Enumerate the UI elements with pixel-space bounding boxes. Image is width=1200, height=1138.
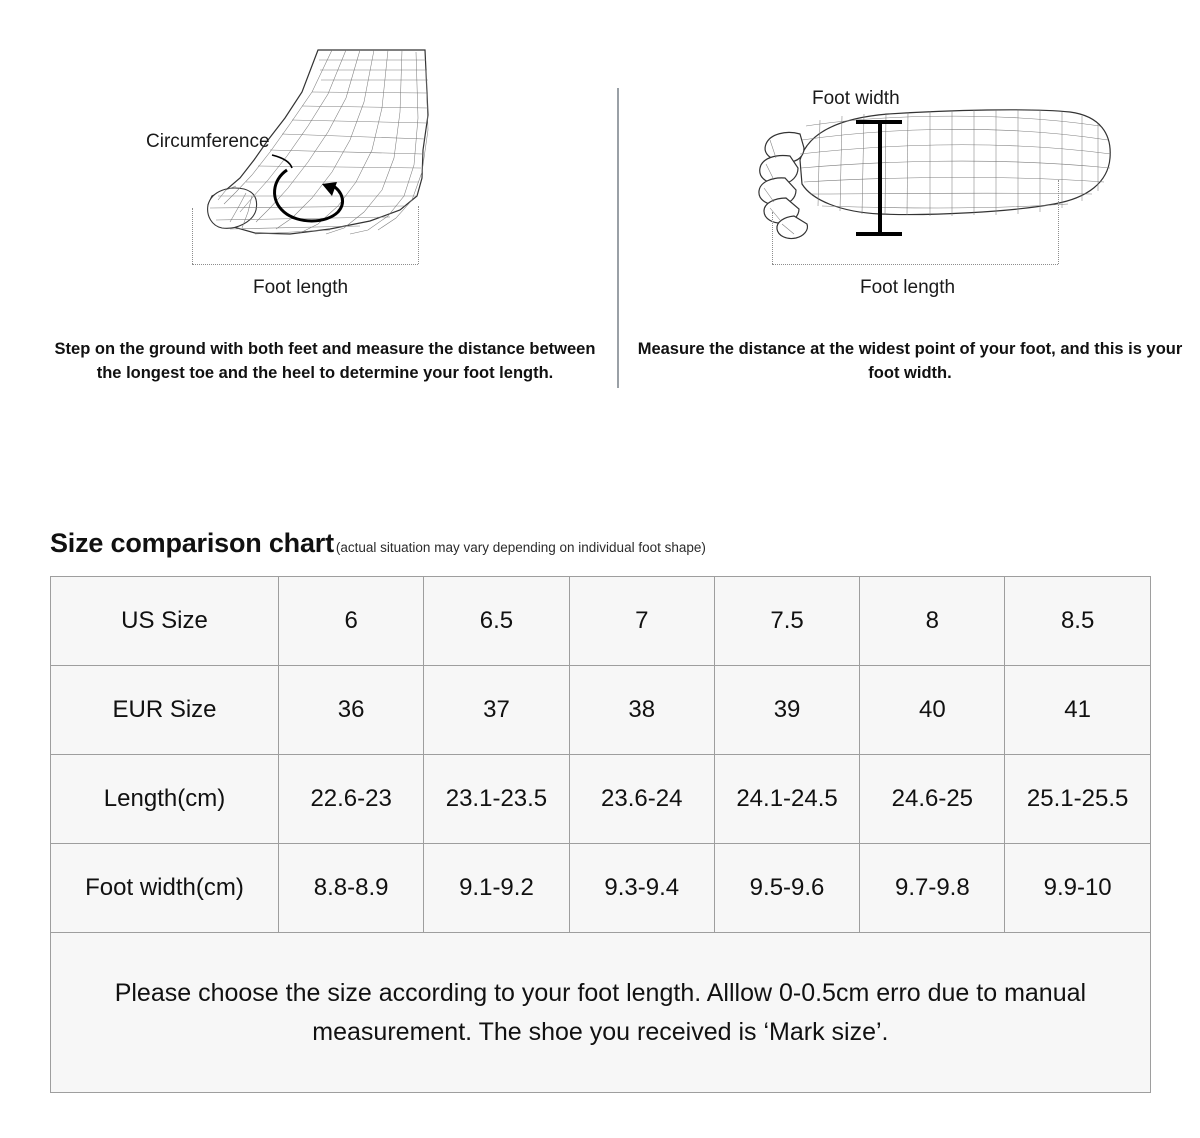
table-row xyxy=(51,844,1151,933)
label-foot-length-left: Foot length xyxy=(253,277,349,298)
cell-eur-size-1: 36 xyxy=(279,666,424,755)
table-row xyxy=(51,755,1151,844)
label-circumference: Circumference xyxy=(146,131,270,152)
table-row xyxy=(51,666,1151,755)
foot-width-cap-top xyxy=(856,120,902,124)
cell-length-6: 25.1-25.5 xyxy=(1005,755,1150,844)
foot-width-caption: Measure the distance at the widest point of your foot, and this is your foot width. xyxy=(637,340,1183,382)
foot-length-panel xyxy=(40,0,610,382)
label-foot-width: Foot width xyxy=(812,88,900,109)
cell-width-4: 9.5-9.6 xyxy=(714,844,859,933)
cell-length-3: 23.6-24 xyxy=(569,755,714,844)
size-chart-title: Size comparison chart xyxy=(50,528,334,558)
cell-us-size-6: 8.5 xyxy=(1005,577,1150,666)
table-row xyxy=(51,933,1151,1093)
table-row xyxy=(51,577,1151,666)
row-header-length-cm: Length(cm) xyxy=(51,755,279,844)
cell-eur-size-6: 41 xyxy=(1005,666,1150,755)
row-header-foot-width-cm: Foot width(cm) xyxy=(51,844,279,933)
foot-width-panel xyxy=(630,0,1190,382)
panel-divider xyxy=(617,88,619,388)
foot-width-measure-bar xyxy=(878,120,882,236)
cell-us-size-3: 7 xyxy=(569,577,714,666)
label-foot-length-right: Foot length xyxy=(860,277,956,298)
row-header-eur-size: EUR Size xyxy=(51,666,279,755)
cell-width-6: 9.9-10 xyxy=(1005,844,1150,933)
top-foot-illustration xyxy=(630,0,1190,320)
cell-width-5: 9.7-9.8 xyxy=(860,844,1005,933)
foot-length-guide-right-2 xyxy=(1058,180,1059,264)
foot-length-guide-right xyxy=(418,206,419,264)
foot-length-guide-bottom-2 xyxy=(772,264,1058,265)
cell-eur-size-5: 40 xyxy=(860,666,1005,755)
row-header-us-size: US Size xyxy=(51,577,279,666)
cell-us-size-1: 6 xyxy=(279,577,424,666)
cell-length-5: 24.6-25 xyxy=(860,755,1005,844)
cell-width-3: 9.3-9.4 xyxy=(569,844,714,933)
cell-eur-size-4: 39 xyxy=(714,666,859,755)
foot-length-caption: Step on the ground with both feet and measure the distance between the longest toe and the heel to determine your foot length. xyxy=(54,340,596,382)
cell-length-1: 22.6-23 xyxy=(279,755,424,844)
cell-eur-size-3: 38 xyxy=(569,666,714,755)
measurement-illustrations xyxy=(0,0,1200,470)
size-comparison-table xyxy=(50,576,1151,1093)
cell-us-size-4: 7.5 xyxy=(714,577,859,666)
cell-us-size-2: 6.5 xyxy=(424,577,569,666)
side-foot-illustration xyxy=(40,0,610,320)
foot-top-mesh-icon xyxy=(630,0,1190,320)
size-chart-header xyxy=(50,528,706,559)
cell-width-1: 8.8-8.9 xyxy=(279,844,424,933)
cell-length-4: 24.1-24.5 xyxy=(714,755,859,844)
size-chart-subtitle: (actual situation may vary depending on individual foot shape) xyxy=(335,540,706,555)
cell-width-2: 9.1-9.2 xyxy=(424,844,569,933)
foot-length-guide-left-2 xyxy=(772,212,773,264)
foot-length-guide-left xyxy=(192,208,193,264)
foot-length-guide-bottom xyxy=(192,264,418,265)
cell-eur-size-2: 37 xyxy=(424,666,569,755)
foot-width-cap-bottom xyxy=(856,232,902,236)
cell-us-size-5: 8 xyxy=(860,577,1005,666)
size-chart-footnote: Please choose the size according to your foot length. Alllow 0-0.5cm erro due to manual measurement. The shoe you received is ‘Mark size’. xyxy=(51,933,1151,1093)
cell-length-2: 23.1-23.5 xyxy=(424,755,569,844)
foot-side-mesh-icon xyxy=(40,0,610,320)
